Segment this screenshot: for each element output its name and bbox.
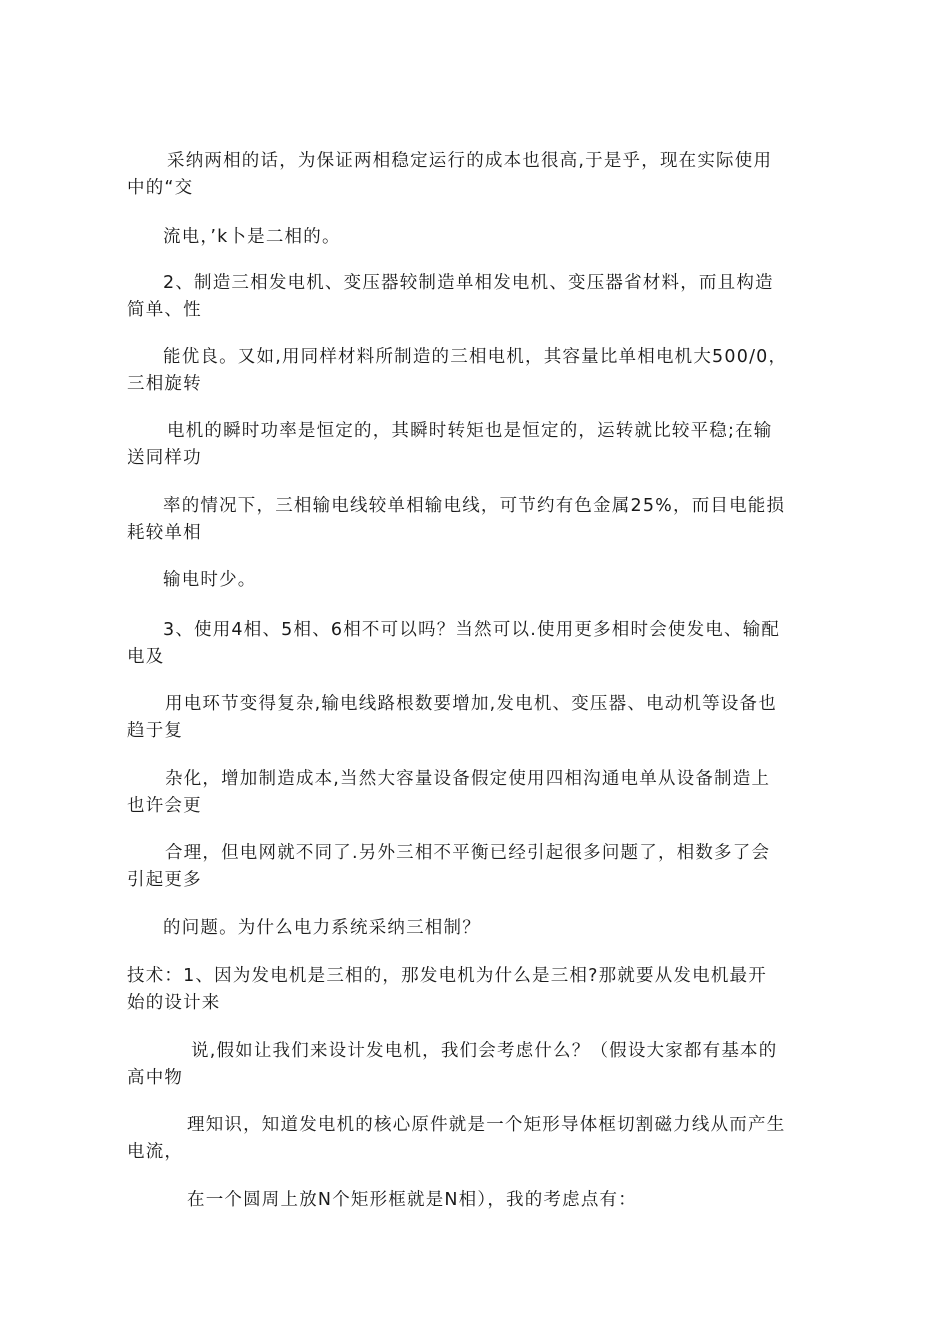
paragraph-9-line-1: 用电环节变得复杂,输电线路根数要增加,发电机、变压器、电动机等设备也 [165, 694, 777, 714]
paragraph-11-line-1: 合理，但电网就不同了.另外三相不平衡已经引起很多问题了，相数多了会 [165, 843, 771, 863]
paragraph-12-line-1: 的问题。为什么电力系统采纳三相制？ [163, 918, 481, 938]
paragraph-1-line-1: 采纳两相的话，为保证两相稳定运行的成本也很高,于是乎，现在实际使用 [167, 151, 773, 171]
paragraph-7-line-1: 输电时少。 [163, 570, 257, 590]
paragraph-16 [187, 1187, 913, 1214]
paragraph-15-line-2: 电流， [127, 1142, 184, 1162]
paragraph-8-line-1: 3、使用4相、5相、6相不可以吗？当然可以.使用更多相时会使发电、输配 [163, 620, 781, 640]
paragraph-14 [127, 1038, 853, 1092]
paragraph-10-line-2: 也许会更 [127, 796, 202, 816]
paragraph-8 [127, 617, 853, 671]
paragraph-4-line-1: 能优良。又如,用同样材料所制造的三相电机，其容量比单相电机大500/0， [163, 347, 788, 367]
paragraph-1 [127, 148, 853, 202]
paragraph-5-line-1: 电机的瞬时功率是恒定的，其瞬时转矩也是恒定的，运转就比较平稳;在输 [167, 421, 773, 441]
paragraph-13 [127, 963, 853, 1017]
paragraph-11 [127, 840, 853, 894]
paragraph-3-line-1: 2、制造三相发电机、变压器较制造单相发电机、变压器省材料，而且构造 [163, 273, 774, 293]
paragraph-8-line-2: 电及 [127, 647, 165, 667]
paragraph-2-line-1: 流电，’k卜是二相的。 [163, 227, 341, 247]
paragraph-9-line-2: 趋于复 [127, 721, 184, 741]
paragraph-12 [163, 915, 889, 942]
paragraph-1-line-2: 中的“交 [127, 178, 194, 198]
paragraph-15 [127, 1112, 853, 1166]
paragraph-7 [163, 567, 889, 594]
paragraph-6-line-1: 率的情况下，三相输电线较单相输电线，可节约有色金属25%，而目电能损 [163, 496, 786, 516]
paragraph-6 [127, 493, 853, 547]
paragraph-10 [127, 766, 853, 820]
paragraph-13-line-2: 始的设计来 [127, 993, 221, 1013]
paragraph-16-line-1: 在一个圆周上放N个矩形框就是N相），我的考虑点有： [187, 1190, 637, 1210]
paragraph-11-line-2: 引起更多 [127, 870, 202, 890]
paragraph-14-line-1: 说,假如让我们来设计发电机，我们会考虑什么？（假设大家都有基本的 [191, 1041, 778, 1061]
paragraph-9 [127, 691, 853, 745]
paragraph-3 [127, 270, 853, 324]
paragraph-13-line-1: 技术：1、因为发电机是三相的，那发电机为什么是三相?那就要从发电机最开 [127, 966, 767, 986]
paragraph-2 [163, 224, 889, 251]
paragraph-4-line-2: 三相旋转 [127, 374, 202, 394]
paragraph-15-line-1: 理知识，知道发电机的核心原件就是一个矩形导体框切割磁力线从而产生 [187, 1115, 786, 1135]
paragraph-3-line-2: 简单、性 [127, 300, 202, 320]
paragraph-5-line-2: 送同样功 [127, 448, 202, 468]
paragraph-5 [127, 418, 853, 472]
paragraph-4 [127, 344, 853, 398]
paragraph-14-line-2: 高中物 [127, 1068, 184, 1088]
paragraph-6-line-2: 耗较单相 [127, 523, 202, 543]
paragraph-10-line-1: 杂化，增加制造成本,当然大容量设备假定使用四相沟通电单从设备制造上 [165, 769, 771, 789]
